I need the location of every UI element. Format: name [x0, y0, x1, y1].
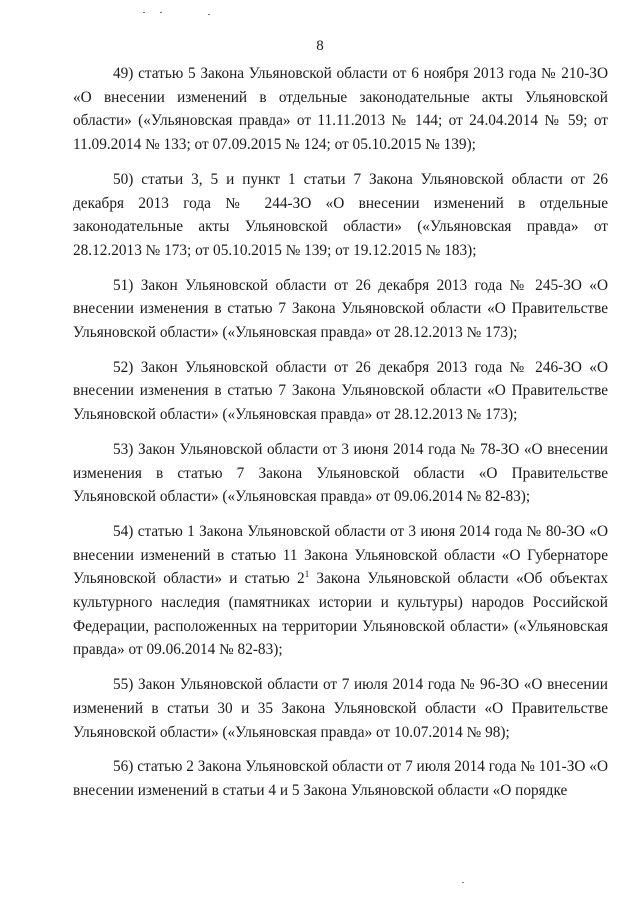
- scan-speck: [143, 12, 145, 13]
- list-item-53: 53) Закон Ульяновской области от 3 июня 2014 года № 78-ЗО «О внесении изменения в статью 7 Закона Ульяновской области «О Правительстве Ульяновской области» («Ульяновская правда» от 09.06.2014 № 82-83);: [73, 440, 608, 506]
- scan-speck: [208, 14, 210, 15]
- list-item-49: 49) статью 5 Закона Ульяновской области от 6 ноября 2013 года № 210-ЗО «О внесении изменений в отдельные законодательные акты Ульяновской области» («Ульяновская правда» от 11.11.2013 № 144; от 24.04.2014 № 59; от 11.09.2014 № 133; от 07.09.2015 № 124; от 05.10.2015 № 139);: [73, 65, 608, 154]
- scan-speck: [160, 12, 162, 13]
- list-item-50: 50) статьи 3, 5 и пункт 1 статьи 7 Закона Ульяновской области от 26 декабря 2013 года № 244-ЗО «О внесении изменений в отдельные законодательные акты Ульяновской области» («Ульяновская правда» от 28.12.2013 № 173; от 05.10.2015 № 139; от 19.12.2015 № 183);: [73, 170, 608, 259]
- list-item-55: 55) Закон Ульяновской области от 7 июля 2014 года № 96-ЗО «О внесении изменений в статьи 30 и 35 Закона Ульяновской области «О Правительстве Ульяновской области» («Ульяновская правда» от 10.07.2014 № 98);: [73, 676, 608, 741]
- list-item-51: 51) Закон Ульяновской области от 26 декабря 2013 года № 245-ЗО «О внесении изменения в статью 7 Закона Ульяновской области «О Правительстве Ульяновской области» («Ульяновская правда» от 28.12.2013 № 173);: [73, 276, 608, 342]
- page-number: 8: [316, 38, 324, 54]
- list-item-52: 52) Закон Ульяновской области от 26 декабря 2013 года № 246-ЗО «О внесении изменения в статью 7 Закона Ульяновской области «О Правительстве Ульяновской области» («Ульяновская правда» от 28.12.2013 № 173);: [73, 358, 608, 424]
- scan-speck: [462, 882, 464, 883]
- document-body: [73, 62, 608, 814]
- list-item-54: [73, 520, 608, 662]
- superscript-number: 1: [304, 569, 310, 580]
- list-item-54-text-end: Закона Ульяновской области «Об объектах культурного наследия (памятниках истории и культуры) народов Российской Федерации, расположенных на территории Ульяновской области» («Ульяновская правда» от 09.06.2014 № 82-83);: [73, 570, 608, 659]
- list-item-56: 56) статью 2 Закона Ульяновской области от 7 июля 2014 года № 101-ЗО «О внесении изменений в статьи 4 и 5 Закона Ульяновской области «О порядке: [73, 758, 608, 799]
- list-item-54-text-start: 54) статью 1 Закона Ульяновской области от 3 июня 2014 года № 80-ЗО «О внесении изменений в статью 11 Закона Ульяновской области «О Губернаторе Ульяновской области» и статью 2: [73, 522, 608, 588]
